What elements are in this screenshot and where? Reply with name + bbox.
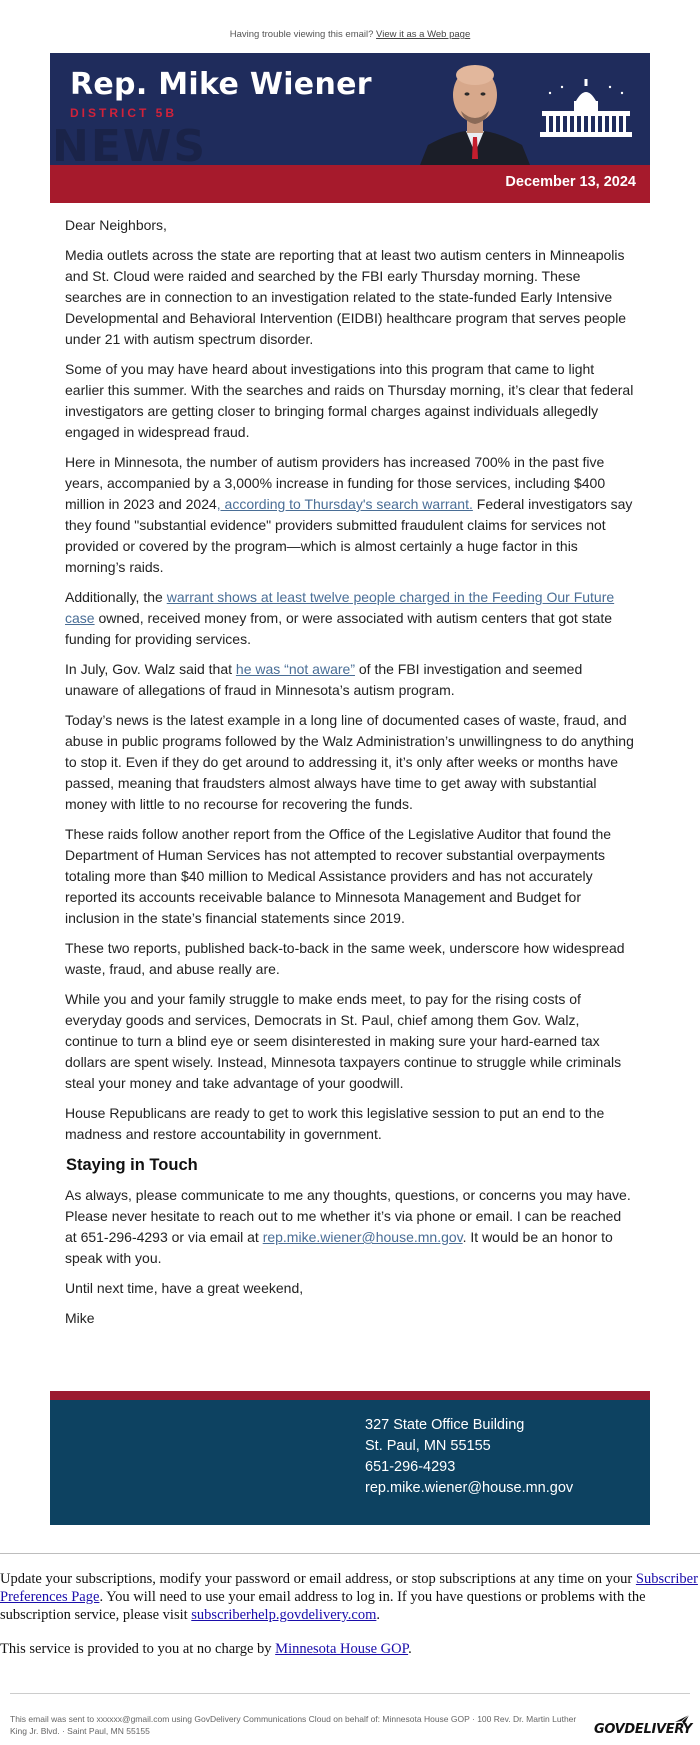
paragraph-7: These raids follow another report from the Office of the Legislative Auditor that found the Department of Human Services has not attempted to recover substantial overpayments totaling more than $40 million to Medical Assistance providers and has not accurately reported its accounts receivable balance to Minnesota Management and Budget for inclusion in the state’s financial statements since 2019. <box>65 826 612 926</box>
paragraph-6: Today’s news is the latest example in a long line of documented cases of waste, fraud, and abuse in public programs followed by the Walz Administration’s unwillingness to do anything to stop it. Even if they do get around to addressing it, it’s only after weeks or months have passed, meaning that fraudsters almost always have time to get away with substantial money with little to no recourse for recovering the funds. <box>65 712 634 812</box>
paragraph-8: These two reports, published back-to-back in the same week, underscore how widespread waste, fraud, and abuse really are. <box>65 940 625 977</box>
govdelivery-logo[interactable] <box>594 1713 694 1743</box>
paragraph-3-text-a: Here in Minnesota, the number of autism providers has increased 700% in the past five years, accompanied by a 3,000% increase in funding for those services, including $400 million in 2023 and 2024 <box>65 454 606 512</box>
footer-red-band <box>50 1391 650 1400</box>
divider <box>0 1553 700 1554</box>
newsletter-card <box>50 53 650 1525</box>
signature: Mike <box>65 1310 95 1326</box>
district-label: DISTRICT 5B <box>70 106 178 120</box>
greeting: Dear Neighbors, <box>65 217 167 233</box>
paragraph-5-text-b: of the FBI investigation and seemed unaware of allegations of fraud in Minnesota’s autism program. <box>65 661 583 698</box>
contact-block <box>365 1415 573 1499</box>
paragraph-4 <box>65 587 634 650</box>
paragraph-11-text-b: . It would be an honor to speak with you. <box>65 1229 613 1266</box>
subscription-text-b: . You will need to use your email address to log in. If you have questions or problems with the subscription service, please visit <box>0 1589 646 1623</box>
newsletter-header <box>50 53 650 203</box>
bottom-divider <box>10 1693 690 1694</box>
minnesota-house-gop-link[interactable]: Minnesota House GOP <box>275 1641 409 1657</box>
subscriber-preferences-link[interactable]: Subscriber Preferences Page <box>0 1571 698 1605</box>
newsletter-date: December 13, 2024 <box>505 174 636 190</box>
paragraph-11 <box>65 1185 634 1269</box>
service-paragraph <box>0 1640 700 1658</box>
subscriber-help-link[interactable]: subscriberhelp.govdelivery.com <box>191 1607 377 1623</box>
email-link[interactable]: rep.mike.wiener@house.mn.gov <box>262 1229 463 1245</box>
newsletter-footer <box>50 1391 650 1525</box>
govdelivery-logo-icon <box>674 1713 692 1727</box>
feeding-our-future-link[interactable]: warrant shows at least twelve people charged in the Feeding Our Future case <box>65 589 615 626</box>
paragraph-4-text-b: owned, received money from, or were associated with autism centers that got state funding for providing services. <box>65 610 613 647</box>
sent-to-note: This email was sent to xxxxxx@gmail.com using GovDelivery Communications Cloud on behalf of: Minnesota House GOP · 100 Rev. Dr. Martin Luther King Jr. Blvd. · Saint Paul, MN 55155 <box>10 1714 577 1736</box>
staying-in-touch-heading: Staying in Touch <box>66 1156 198 1174</box>
office-phone: 651-296-4293 <box>365 1459 456 1475</box>
view-web-page-link[interactable]: View it as a Web page <box>376 29 471 40</box>
portrait-image <box>420 53 530 165</box>
preheader-text: Having trouble viewing this email? <box>229 29 374 40</box>
paragraph-1: Media outlets across the state are reporting that at least two autism centers in Minneapolis and St. Cloud were raided and searched by the FBI early Thursday morning. These searches are in connection to an investigation related to the state-funded Early Intensive Developmental and Behavioral Intervention (EIDBI) healthcare program that serves people under 21 with autism spectrum disorder. <box>65 247 627 347</box>
service-text-b: . <box>408 1641 412 1657</box>
paragraph-5 <box>65 659 634 701</box>
subscription-text-c: . <box>376 1607 380 1623</box>
news-label: NEWS <box>52 121 208 172</box>
closing: Until next time, have a great weekend, <box>65 1280 304 1296</box>
not-aware-link[interactable]: he was “not aware” <box>235 661 355 677</box>
govdelivery-logo-text: GOVDELIVERY <box>594 1722 692 1737</box>
representative-name: Rep. Mike Wiener <box>70 67 372 102</box>
paragraph-11-text-a: As always, please communicate to me any thoughts, questions, or concerns you may have. Please never hesitate to reach out to me whether it’s via phone or email. I can be reached at 651-296-4293 or via email at <box>65 1187 631 1245</box>
paragraph-3 <box>65 452 634 578</box>
subscription-paragraph <box>0 1570 700 1624</box>
paragraph-10: House Republicans are ready to get to work this legislative session to put an end to the madness and restore accountability in government. <box>65 1105 605 1142</box>
subscription-text-a: Update your subscriptions, modify your password or email address, or stop subscriptions at any time on your <box>0 1571 636 1587</box>
subscription-info <box>0 1570 700 1674</box>
service-text-a: This service is provided to you at no charge by <box>0 1641 276 1657</box>
paragraph-9: While you and your family struggle to make ends meet, to pay for the rising costs of everyday goods and services, Democrats in St. Paul, chief among them Gov. Walz, continue to turn a blind eye or seem disinterested in making sure your hard-earned tax dollars are spent wisely. Instead, Minnesota taxpayers continue to struggle while criminals steal your money and take advantage of your goodwill. <box>65 991 622 1091</box>
capitol-icon <box>538 77 634 141</box>
office-address-line-2: St. Paul, MN 55155 <box>365 1438 491 1454</box>
newsletter-body <box>50 203 650 1329</box>
paragraph-3-text-b: Federal investigators say they found "substantial evidence" providers submitted fraudulent claims for services not provided or covered by the program—which is almost certainly a huge factor in this morning’s raids. <box>65 496 633 575</box>
search-warrant-link[interactable]: , according to Thursday's search warrant. <box>216 496 473 512</box>
office-email: rep.mike.wiener@house.mn.gov <box>365 1480 574 1496</box>
preheader <box>0 0 700 53</box>
paragraph-5-text-a: In July, Gov. Walz said that <box>65 661 236 677</box>
paragraph-4-text-a: Additionally, the <box>65 589 167 605</box>
paragraph-2: Some of you may have heard about investigations into this program that came to light earlier this summer. With the searches and raids on Thursday morning, it’s clear that federal investigators are getting closer to bringing formal charges against individuals allegedly engaged in widespread fraud. <box>65 361 634 440</box>
office-address-line-1: 327 State Office Building <box>365 1417 525 1433</box>
